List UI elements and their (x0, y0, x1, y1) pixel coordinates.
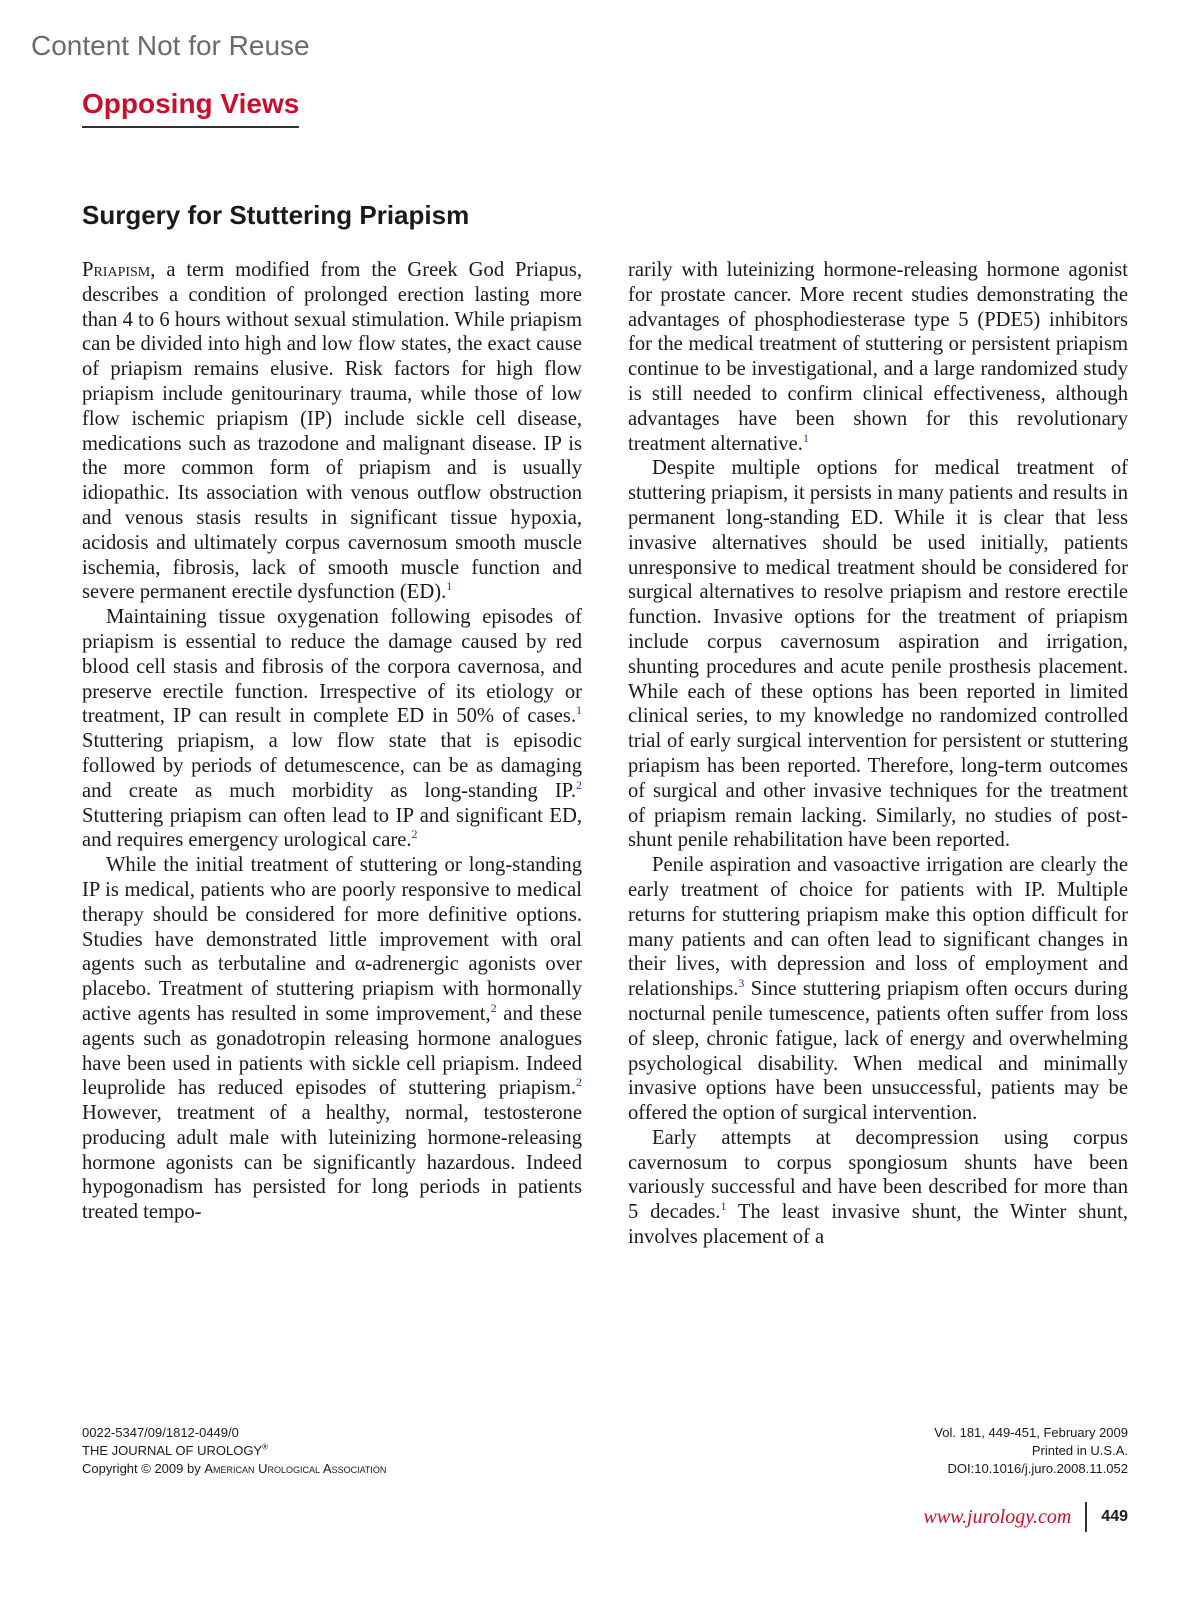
issn-code: 0022-5347/09/1812-0449/0 (82, 1425, 239, 1440)
volume-info: Vol. 181, 449-451, February 2009 (934, 1425, 1128, 1440)
reference-link[interactable]: 1 (802, 430, 809, 445)
watermark: Content Not for Reuse (31, 30, 310, 61)
paragraph-text: Since stuttering priapism often occurs during nocturnal penile tumescence, patients often suffer from loss of sleep, chronic fatigue, lack of energy and overwhelming psychological disability. When medical and minimally invasive options have been unsuccessful, patients may be offered the option of surgical intervention. (628, 978, 1128, 1125)
paragraph-text: Stuttering priapism, a low flow state that is episodic followed by periods of detumescence, can be as damaging and create as much morbidity as long-standing IP. (82, 730, 582, 802)
doi[interactable]: DOI:10.1016/j.juro.2008.11.052 (947, 1461, 1128, 1476)
section-label: Opposing Views (82, 88, 299, 128)
article-title: Surgery for Stuttering Priapism (82, 200, 470, 230)
footer-left (82, 1424, 386, 1478)
reference-link[interactable]: 1 (720, 1199, 727, 1214)
footer-right (934, 1424, 1128, 1478)
printed-in: Printed in U.S.A. (1031, 1443, 1128, 1458)
copyright: Copyright © 2009 by American Urological Association (82, 1461, 387, 1476)
paragraph (82, 605, 582, 853)
paragraph-text: rarily with luteinizing hormone-releasing hormone agonist for prostate cancer. More recent studies demonstrating the advantages of phosphodiesterase type 5 (PDE5) inhibitors for the medical treatment of stuttering or persistent priapism continue to be investigational, and a large randomized study is still needed to confirm clinical effectiveness, although advantages have been shown for this revolutionary treatment alternative. (628, 259, 1128, 455)
paragraph-text: Despite multiple options for medical treatment of stuttering priapism, it persists in many patients and results in permanent long-standing ED. While it is clear that less invasive alternatives should be used initially, patients unresponsive to medical treatment should be considered for surgical alternatives to resolve priapism and restore erectile function. Invasive options for the treatment of priapism include corpus cavernosum aspiration and irrigation, shunting procedures and acute penile prosthesis placement. While each of these options has been reported in limited clinical series, to my knowledge no randomized controlled trial of early surgical intervention for persistent or stuttering priapism has been reported. Therefore, long-term outcomes of surgical and other invasive techniques for the treatment of priapism remain lacking. Similarly, no studies of post-shunt penile rehabilitation have been reported. (628, 457, 1128, 852)
left-column (82, 258, 582, 1225)
reference-link[interactable]: 2 (411, 827, 418, 842)
paragraph-text: The least invasive shunt, the Winter shunt, involves placement of a (628, 1201, 1128, 1249)
reference-link[interactable]: 2 (490, 1001, 497, 1016)
paragraph-text: Maintaining tissue oxygenation following episodes of priapism is essential to reduce the damage caused by red blood cell stasis and fibrosis of the corpora cavernosa, and preserve erectile function. Irrespective of its etiology or treatment, IP can result in complete ED in 50% of cases. (82, 606, 582, 728)
reference-link[interactable]: 1 (446, 579, 453, 594)
paragraph (628, 853, 1128, 1126)
association-name: American Urological Association (204, 1461, 387, 1476)
registered-mark: ® (262, 1442, 269, 1452)
journal-name: THE JOURNAL OF UROLOGY® (82, 1442, 269, 1458)
paragraph-text: Penile aspiration and vasoactive irrigation are clearly the early treatment of choice for patients with IP. Multiple returns for stuttering priapism make this option difficult for many patients and can often lead to significant changes in their lives, with depression and loss of employment and relationships. (628, 854, 1128, 1001)
paragraph-text: However, treatment of a healthy, normal, testosterone producing adult male with luteinizing hormone-releasing hormone agonists can be significantly hazardous. Indeed hypogonadism has persisted for long periods in patients treated tempo- (82, 1102, 582, 1224)
reference-link[interactable]: 2 (576, 777, 582, 792)
paragraph (628, 258, 1128, 456)
paragraph-text: Early attempts at decompression using corpus cavernosum to corpus spongiosum shunts have been variously successful and have been described for more than 5 decades. (628, 1126, 1128, 1224)
reference-link[interactable]: 2 (576, 1075, 582, 1090)
paragraph (82, 853, 582, 1225)
page-footer (924, 1502, 1129, 1532)
paragraph-text: While the initial treatment of stuttering or long-standing IP is medical, patients who are poorly responsive to medical therapy should be considered for more definitive options. Studies have demonstrated little improvement with oral agents such as terbutaline and α-adrenergic agonists over placebo. Treatment of stuttering priapism with hormonally active agents has resulted in some improvement, (82, 854, 582, 1025)
lead-word: Priapism (82, 259, 151, 281)
paragraph-text: Stuttering priapism can often lead to IP and significant ED, and requires emergency urological care. (82, 804, 582, 852)
paragraph (82, 258, 582, 605)
right-column (628, 258, 1128, 1250)
paragraph-text: and these agents such as gonadotropin releasing hormone analogues have been used in patients with sickle cell priapism. Indeed leuprolide has reduced episodes of stuttering priapism. (82, 1002, 582, 1100)
paragraph (628, 456, 1128, 853)
paragraph (628, 1126, 1128, 1250)
page-number: 449 (1101, 1508, 1128, 1525)
reference-link[interactable]: 3 (738, 976, 745, 991)
paragraph-text: , a term modified from the Greek God Priapus, describes a condition of prolonged erection lasting more than 4 to 6 hours without sexual stimulation. While priapism can be divided into high and low flow states, the exact cause of priapism remains elusive. Risk factors for high flow priapism include genitourinary trauma, while those of low flow ischemic priapism (IP) include sickle cell disease, medications such as trazodone and malignant disease. IP is the more common form of priapism and is usually idiopathic. Its association with venous outflow obstruction and venous stasis results in significant tissue hypoxia, acidosis and ultimately corpus cavernosum smooth muscle ischemia, fibrosis, lack of smooth muscle function and severe permanent erectile dysfunction (ED). (82, 259, 582, 604)
journal-website-link[interactable]: www.jurology.com (923, 1505, 1072, 1528)
reference-link[interactable]: 1 (576, 703, 582, 718)
